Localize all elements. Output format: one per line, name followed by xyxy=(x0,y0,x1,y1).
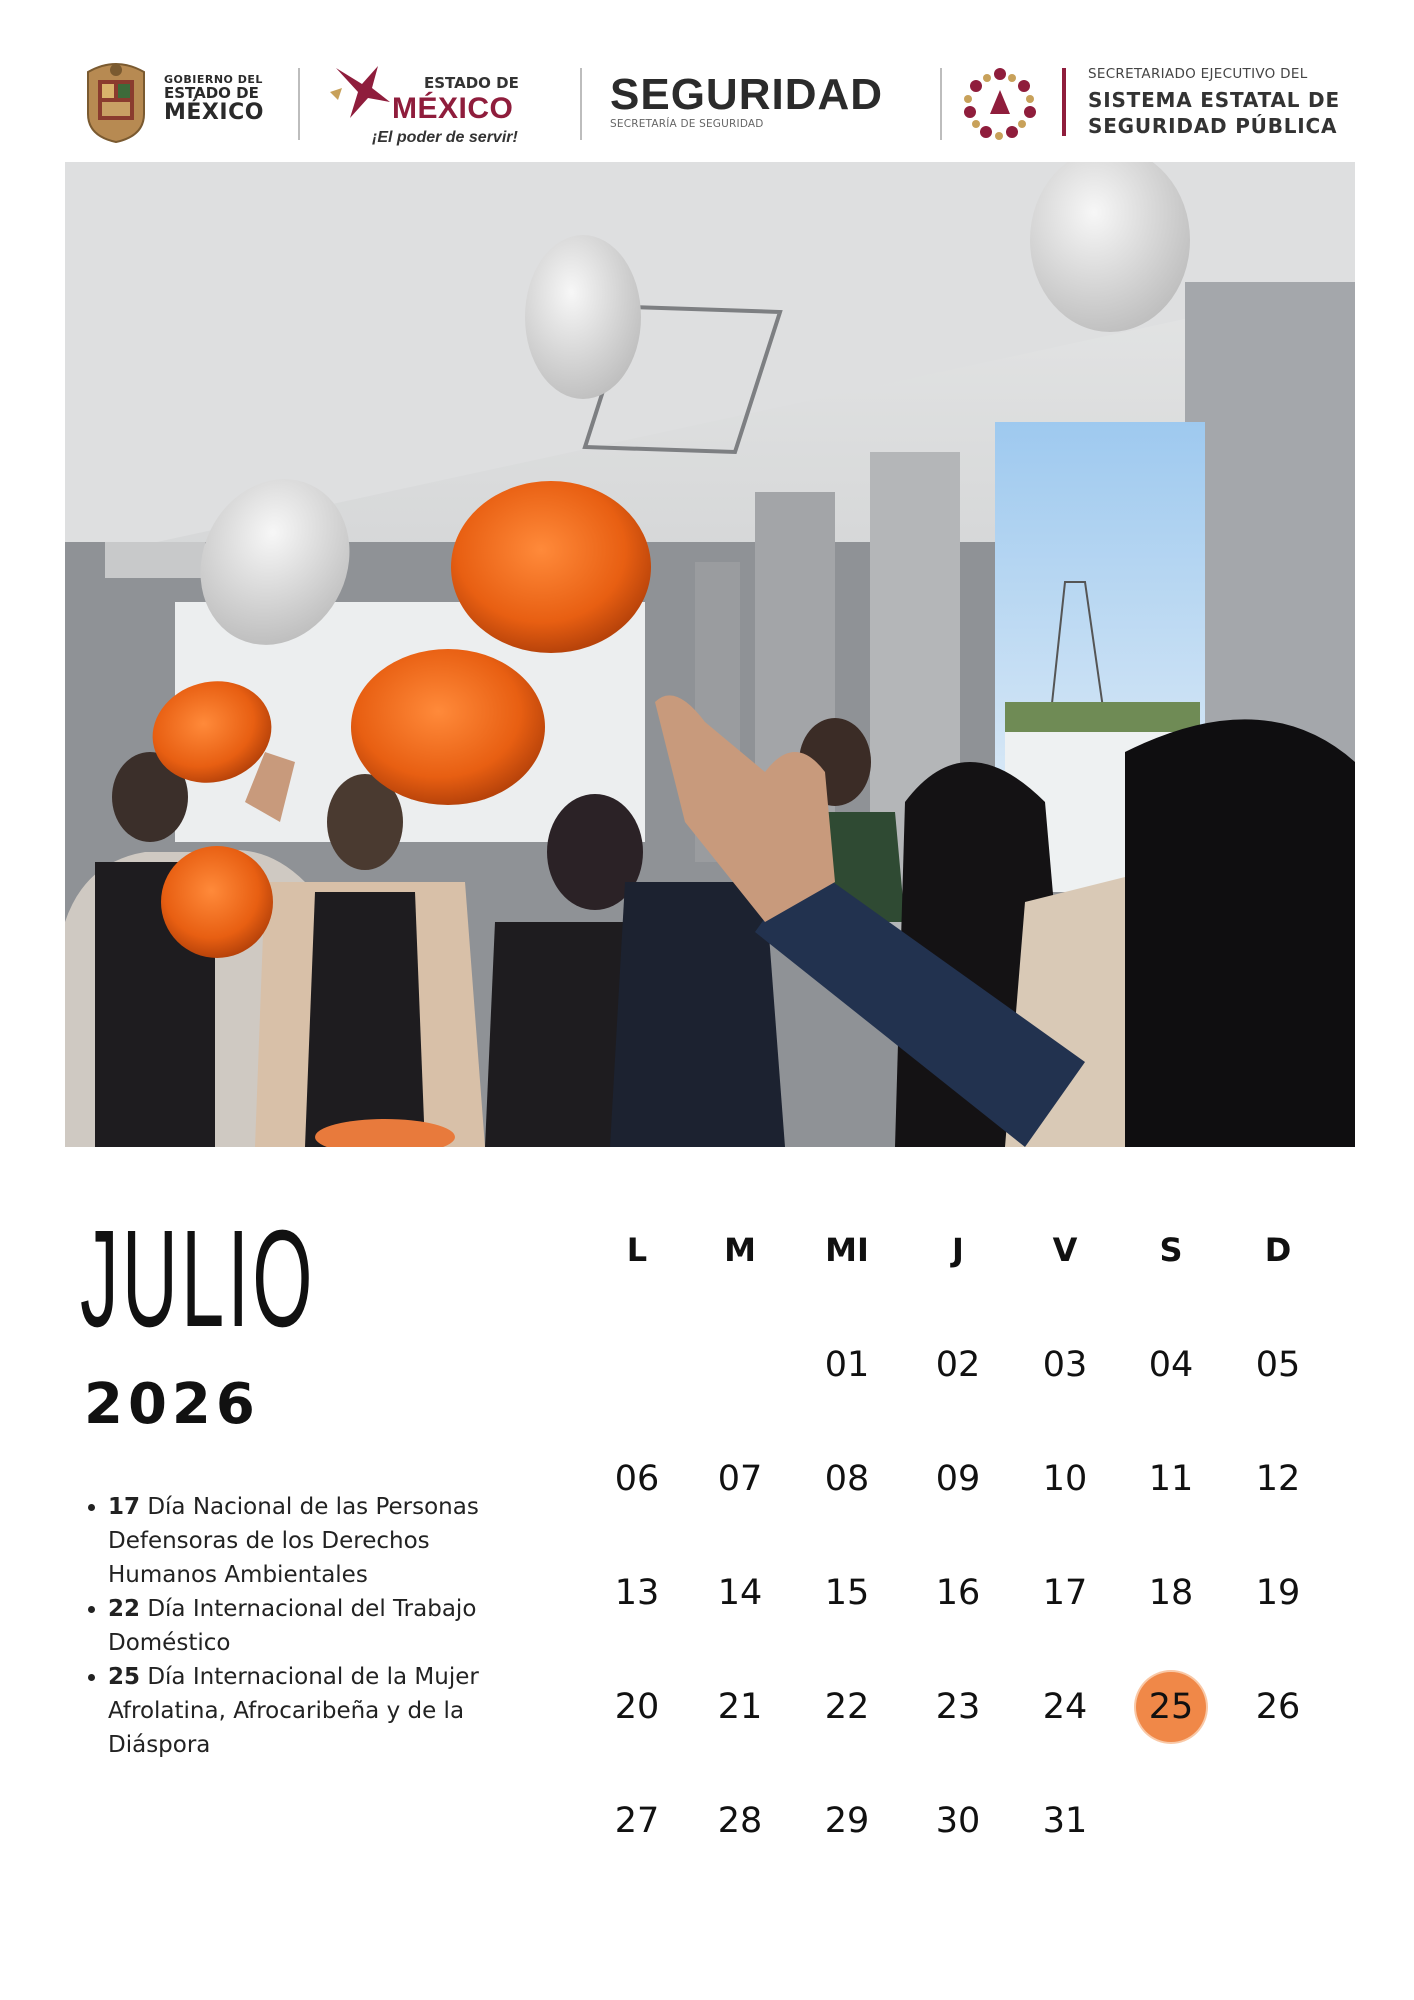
event-item xyxy=(108,1592,528,1660)
header-logos xyxy=(0,0,1414,160)
calendar-day: 12 xyxy=(1255,1459,1301,1499)
calendar-day: 26 xyxy=(1255,1687,1301,1727)
events-list xyxy=(84,1490,528,1762)
gobierno-line3: MÉXICO xyxy=(164,100,264,126)
event-day: 22 xyxy=(108,1596,141,1622)
calendar-day: 17 xyxy=(1042,1573,1088,1613)
event-day: 17 xyxy=(108,1494,141,1520)
secretariado-line1: SECRETARIADO EJECUTIVO DEL xyxy=(1088,66,1308,82)
weekday-header: V xyxy=(1052,1231,1078,1269)
estado-line2: MÉXICO xyxy=(392,92,514,125)
calendar-day: 19 xyxy=(1255,1573,1301,1613)
estado-de-mexico-logo xyxy=(328,58,558,150)
calendar-day: 16 xyxy=(935,1573,981,1613)
event-text: Día Internacional de la Mujer Afrolatina, Afrocaribeña y de la Diáspora xyxy=(108,1664,479,1758)
estado-line1: ESTADO DE xyxy=(424,74,519,92)
calendar-day: 22 xyxy=(824,1687,870,1727)
weekday-header: MI xyxy=(825,1231,869,1269)
calendar-day: 07 xyxy=(717,1459,763,1499)
calendar-day: 03 xyxy=(1042,1345,1088,1385)
estado-slogan: ¡El poder de servir! xyxy=(372,129,518,146)
hummingbird-icon xyxy=(328,58,398,138)
calendar-day: 27 xyxy=(614,1801,660,1841)
calendar-day: 20 xyxy=(614,1687,660,1727)
secretariado-line3: SEGURIDAD PÚBLICA xyxy=(1088,114,1338,138)
weekday-header: D xyxy=(1264,1231,1292,1269)
highlighted-day: 25 xyxy=(1121,1677,1221,1737)
people-circle-icon xyxy=(962,66,1038,142)
calendar-day: 06 xyxy=(614,1459,660,1499)
secretariado-line2: SISTEMA ESTATAL DE xyxy=(1088,88,1340,112)
month-title: JULIO xyxy=(80,1202,316,1356)
header-divider xyxy=(940,68,942,140)
calendar-day: 13 xyxy=(614,1573,660,1613)
brand-bar xyxy=(1062,68,1066,136)
event-text: Día Nacional de las Personas Defensoras de los Derechos Humanos Ambientales xyxy=(108,1494,479,1588)
secretariado-ejecutivo-logo xyxy=(962,62,1362,146)
calendar-day: 24 xyxy=(1042,1687,1088,1727)
calendar-day: 09 xyxy=(935,1459,981,1499)
calendar-day: 05 xyxy=(1255,1345,1301,1385)
event-item xyxy=(108,1660,528,1762)
header-divider xyxy=(580,68,582,140)
calendar-day: 11 xyxy=(1148,1459,1194,1499)
coat-of-arms-icon xyxy=(80,58,152,144)
calendar-grid xyxy=(596,1220,1356,1860)
calendar-day: 23 xyxy=(935,1687,981,1727)
year-label: 2026 xyxy=(84,1372,260,1437)
event-item xyxy=(108,1490,528,1592)
seguridad-title: SEGURIDAD xyxy=(610,70,884,119)
calendar-day: 30 xyxy=(935,1801,981,1841)
calendar-day: 02 xyxy=(935,1345,981,1385)
header-divider xyxy=(298,68,300,140)
calendar-day: 18 xyxy=(1148,1573,1194,1613)
weekday-header: S xyxy=(1159,1231,1183,1269)
calendar-day: 31 xyxy=(1042,1801,1088,1841)
event-photo xyxy=(65,162,1355,1147)
seguridad-logo xyxy=(610,70,920,140)
calendar-day: 04 xyxy=(1148,1345,1194,1385)
calendar-day: 10 xyxy=(1042,1459,1088,1499)
calendar-day: 28 xyxy=(717,1801,763,1841)
calendar-day: 14 xyxy=(717,1573,763,1613)
weekday-header: J xyxy=(952,1231,964,1269)
calendar-day: 29 xyxy=(824,1801,870,1841)
weekday-header: M xyxy=(724,1231,756,1269)
event-text: Día Internacional del Trabajo Doméstico xyxy=(108,1596,477,1656)
event-day: 25 xyxy=(108,1664,141,1690)
calendar-day: 01 xyxy=(824,1345,870,1385)
calendar-day: 08 xyxy=(824,1459,870,1499)
gobierno-line2: ESTADO DE xyxy=(164,83,259,102)
gobierno-line1: GOBIERNO DEL xyxy=(164,73,263,86)
weekday-header: L xyxy=(626,1231,648,1269)
seguridad-subtitle: SECRETARÍA DE SEGURIDAD xyxy=(610,118,764,130)
calendar-day: 21 xyxy=(717,1687,763,1727)
calendar-day: 15 xyxy=(824,1573,870,1613)
gobierno-estado-mexico-logo xyxy=(80,58,300,148)
